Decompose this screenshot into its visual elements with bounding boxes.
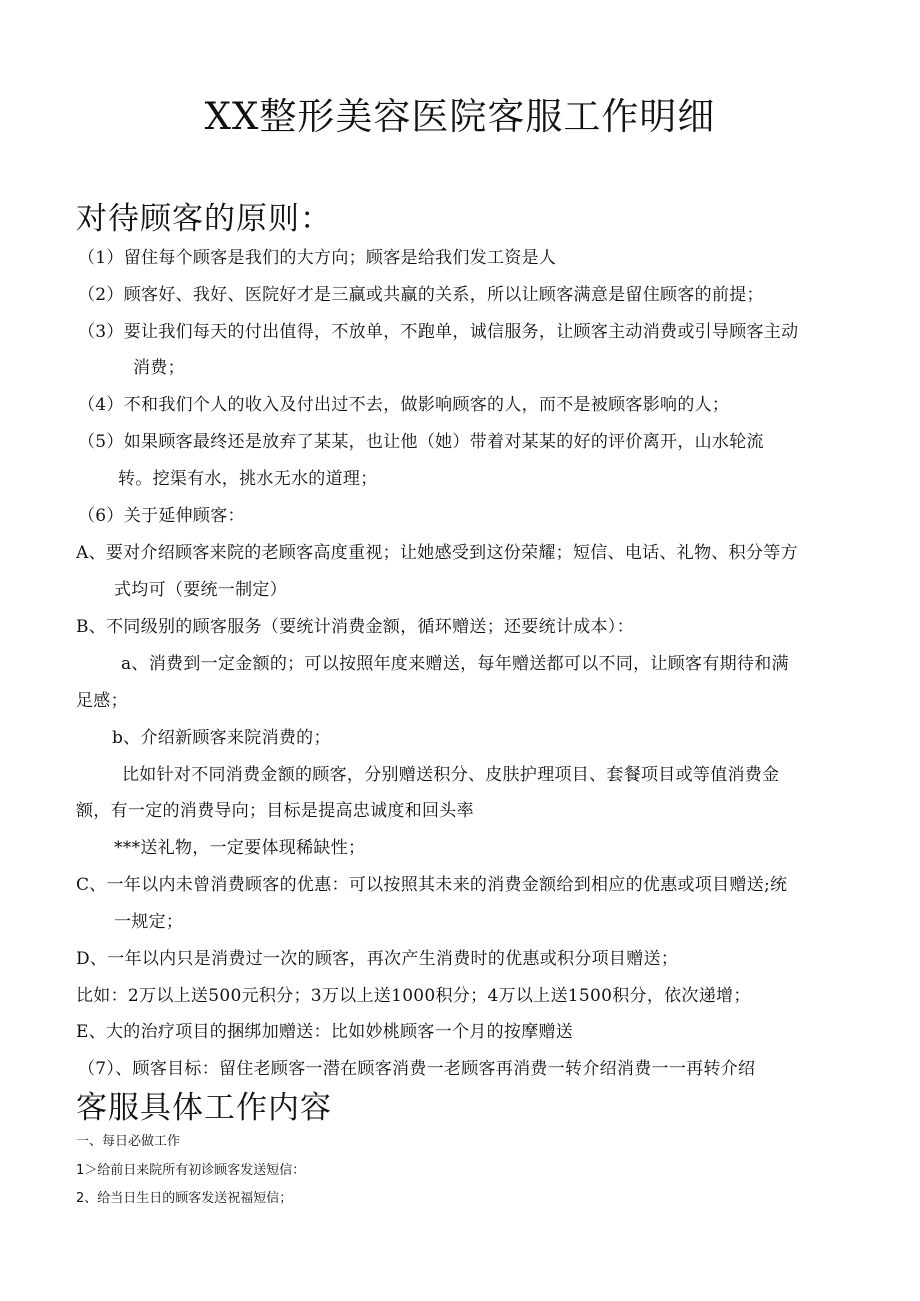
principle-line: 足感； [76, 691, 128, 711]
duty-line: 2、给当日生日的顾客发送祝福短信； [76, 1191, 293, 1206]
principle-line: 额，有一定的消费导向；目标是提高忠诚度和回头率 [76, 801, 474, 821]
principle-line: 一规定； [114, 912, 184, 932]
duty-line: 一、每日必做工作 [76, 1134, 181, 1149]
principle-line: （6）关于延伸顾客： [78, 506, 245, 526]
principle-line: （4）不和我们个人的收入及付出过不去，做影响顾客的人，而不是被顾客影响的人； [78, 395, 730, 415]
principle-line: A、要对介绍顾客来院的老顾客高度重视；让她感受到这份荣耀；短信、电话、礼物、积分等方 [76, 543, 798, 563]
principle-line: （1）留住每个顾客是我们的大方向；顾客是给我们发工资是人 [78, 248, 557, 268]
principle-line: B、不同级别的顾客服务（要统计消费金额，循环赠送；还要统计成本）： [76, 617, 634, 637]
principle-line: （7）、顾客目标：留住老顾客一潜在顾客消费一老顾客再消费一转介绍消费一一再转介绍 [78, 1059, 756, 1079]
principle-line: 比如：2万以上送500元积分；3万以上送1000积分；4万以上送1500积分，依次递增； [76, 986, 751, 1006]
page-title: XX整形美容医院客服工作明细 [204, 95, 716, 138]
principle-line: C、一年以内未曾消费顾客的优惠：可以按照其未来的消费金额给到相应的优惠或项目赠送;统 [76, 875, 788, 895]
principle-line: （5）如果顾客最终还是放弃了某某，也让他（她）带着对某某的好的评价离开，山水轮流 [78, 432, 764, 452]
principle-line: 比如针对不同消费金额的顾客，分别赠送积分、皮肤护理项目、套餐项目或等值消费金 [122, 765, 780, 785]
principle-line: 消费； [133, 358, 185, 378]
principle-line: b、介绍新顾客来院消费的； [112, 728, 331, 748]
principle-line: （2）顾客好、我好、医院好才是三赢或共赢的关系，所以让顾客满意是留住顾客的前提； [78, 285, 764, 305]
principle-line: 式均可（要统一制定） [114, 580, 287, 600]
duty-line: 1＞给前日来院所有初诊顾客发送短信： [76, 1163, 306, 1178]
principle-line: （3）要让我们每天的付出值得，不放单，不跑单，诚信服务，让顾客主动消费或引导顾客主动 [78, 322, 799, 342]
principle-line: ***送礼物，一定要体现稀缺性； [114, 838, 366, 858]
principle-line: 转。挖渠有水，挑水无水的道理； [118, 469, 378, 489]
section-heading-duties: 客服具体工作内容 [76, 1090, 332, 1126]
principle-line: E、大的治疗项目的捆绑加赠送：比如妙桃顾客一个月的按摩赠送 [76, 1022, 574, 1042]
principle-line: D、一年以内只是消费过一次的顾客，再次产生消费时的优惠或积分项目赠送； [76, 949, 679, 969]
section-heading-principles: 对待顾客的原则： [76, 201, 332, 237]
principle-line: a、消费到一定金额的；可以按照年度来赠送，每年赠送都可以不同，让顾客有期待和满 [121, 654, 789, 674]
